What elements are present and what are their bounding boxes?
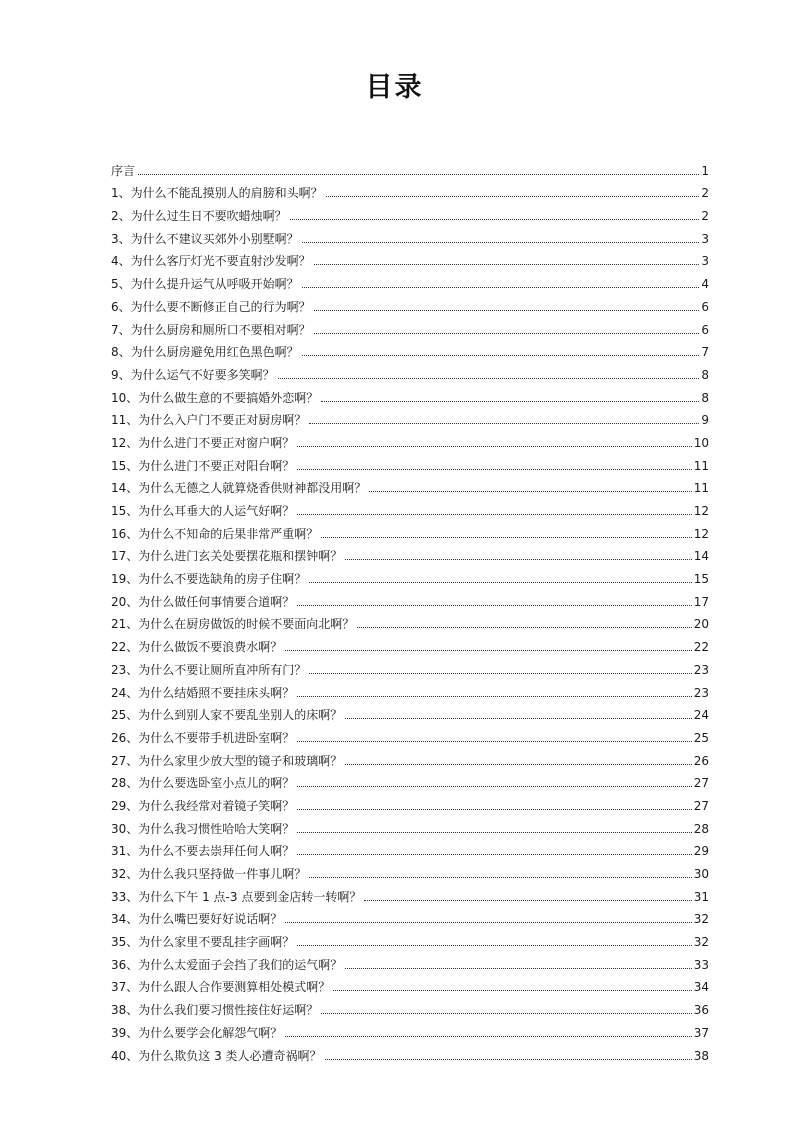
toc-dot-leader [297, 945, 691, 946]
toc-entry-title: 20、为什么做任何事情要合道啊？ [111, 594, 295, 609]
toc-entry[interactable] [111, 201, 709, 224]
toc-entry-title: 序言 [111, 163, 136, 178]
toc-entry-title: 2、为什么过生日不要吹蜡烛啊？ [111, 209, 287, 224]
toc-entry-title: 12、为什么进门不要正对窗户啊？ [111, 435, 295, 450]
toc-page-number: 14 [693, 549, 709, 564]
toc-dot-leader [309, 673, 691, 674]
toc-entry[interactable] [111, 519, 709, 542]
toc-dot-leader [297, 809, 691, 810]
toc-entry-title: 4、为什么客厅灯光不要直射沙发啊？ [111, 254, 311, 269]
toc-page-number: 8 [701, 367, 709, 382]
toc-entry-title: 19、为什么不要选缺角的房子住啊？ [111, 572, 307, 587]
toc-entry-title: 16、为什么不知命的后果非常严重啊？ [111, 526, 319, 541]
toc-dot-leader [138, 174, 699, 175]
toc-entry[interactable] [111, 814, 709, 837]
toc-entry-title: 17、为什么进门玄关处要摆花瓶和摆钟啊？ [111, 549, 343, 564]
toc-page-number: 37 [693, 1025, 709, 1040]
toc-dot-leader [302, 355, 700, 356]
toc-page-number: 3 [701, 254, 709, 269]
toc-dot-leader [309, 423, 699, 424]
toc-entry[interactable] [111, 1018, 709, 1041]
toc-entry[interactable] [111, 769, 709, 792]
toc-page-number: 33 [693, 957, 709, 972]
toc-page-number: 12 [693, 526, 709, 541]
toc-entry[interactable] [111, 746, 709, 769]
toc-dot-leader [290, 219, 700, 220]
toc-page-number: 7 [701, 345, 709, 360]
toc-entry[interactable] [111, 542, 709, 565]
toc-entry[interactable] [111, 905, 709, 928]
toc-entry-title: 39、为什么要学会化解怨气啊？ [111, 1025, 283, 1040]
toc-page-number: 22 [693, 640, 709, 655]
toc-dot-leader [325, 1059, 692, 1060]
toc-dot-leader [285, 1036, 691, 1037]
toc-entry-title: 14、为什么无德之人就算烧香供财神都没用啊？ [111, 481, 367, 496]
toc-entry-title: 23、为什么不要让厕所直冲所有门？ [111, 662, 307, 677]
toc-page-number: 26 [693, 753, 709, 768]
toc-entry-title: 24、为什么结婚照不要挂床头啊？ [111, 685, 295, 700]
toc-entry[interactable] [111, 927, 709, 950]
toc-page-number: 6 [701, 322, 709, 337]
toc-dot-leader [297, 446, 691, 447]
toc-page-number: 20 [693, 617, 709, 632]
toc-page-number: 3 [701, 231, 709, 246]
toc-dot-leader [345, 968, 691, 969]
toc-entry[interactable] [111, 474, 709, 497]
toc-page-number: 36 [693, 1003, 709, 1018]
toc-entry-title: 6、为什么要不断修正自己的行为啊？ [111, 299, 311, 314]
toc-entry[interactable] [111, 247, 709, 270]
toc-entry[interactable] [111, 723, 709, 746]
toc-page-number: 2 [701, 186, 709, 201]
toc-entry-title: 27、为什么家里少放大型的镜子和玻璃啊？ [111, 753, 343, 768]
toc-entry-title: 40、为什么欺负这 3 类人必遭奇祸啊？ [111, 1048, 322, 1063]
toc-entry[interactable] [111, 360, 709, 383]
toc-entry-title: 29、为什么我经常对着镜子笑啊？ [111, 798, 295, 813]
toc-entry[interactable] [111, 837, 709, 860]
toc-dot-leader [333, 990, 691, 991]
toc-page-number: 11 [693, 481, 709, 496]
toc-entry[interactable] [111, 655, 709, 678]
toc-dot-leader [345, 718, 691, 719]
toc-entry-title: 35、为什么家里不要乱挂字画啊？ [111, 935, 295, 950]
toc-page-number: 10 [693, 435, 709, 450]
toc-page-number: 15 [693, 572, 709, 587]
toc-entry[interactable] [111, 428, 709, 451]
toc-entry[interactable] [111, 179, 709, 202]
toc-page-number: 32 [693, 912, 709, 927]
toc-page-number: 27 [693, 776, 709, 791]
toc-dot-leader [314, 264, 700, 265]
toc-dot-leader [345, 764, 691, 765]
toc-entry[interactable] [111, 224, 709, 247]
toc-entry-title: 3、为什么不建议买郊外小别墅啊？ [111, 231, 299, 246]
toc-entry-title: 28、为什么要选卧室小点儿的啊？ [111, 776, 295, 791]
toc-dot-leader [364, 900, 691, 901]
toc-dot-leader [321, 1013, 691, 1014]
toc-page-number: 28 [693, 821, 709, 836]
toc-page-number: 24 [693, 708, 709, 723]
toc-entry-title: 1、为什么不能乱摸别人的肩膀和头啊？ [111, 186, 323, 201]
table-of-contents [111, 156, 709, 1064]
toc-entry-title: 37、为什么跟人合作要测算相处模式啊？ [111, 980, 331, 995]
toc-page-number: 23 [693, 685, 709, 700]
toc-page-number: 23 [693, 662, 709, 677]
toc-dot-leader [314, 310, 700, 311]
toc-page-number: 4 [701, 277, 709, 292]
toc-entry[interactable] [111, 995, 709, 1018]
toc-entry[interactable] [111, 1041, 709, 1064]
toc-entry-title: 38、为什么我们要习惯性接住好运啊？ [111, 1003, 319, 1018]
toc-entry-title: 7、为什么厨房和厕所口不要相对啊？ [111, 322, 311, 337]
toc-entry[interactable] [111, 292, 709, 315]
toc-dot-leader [297, 514, 691, 515]
toc-dot-leader [302, 287, 700, 288]
toc-dot-leader [345, 559, 691, 560]
toc-entry[interactable] [111, 156, 709, 179]
toc-dot-leader [297, 854, 691, 855]
toc-page-number: 38 [693, 1048, 709, 1063]
toc-entry-title: 32、为什么我只坚持做一件事儿啊？ [111, 867, 307, 881]
toc-entry-title: 22、为什么做饭不要浪费水啊？ [111, 640, 283, 655]
toc-entry[interactable] [111, 315, 709, 338]
toc-entry-title: 25、为什么到别人家不要乱坐别人的床啊？ [111, 708, 343, 723]
toc-dot-leader [309, 877, 691, 878]
toc-dot-leader [357, 627, 691, 628]
toc-entry-title: 10、为什么做生意的不要搞婚外恋啊？ [111, 390, 319, 405]
toc-dot-leader [297, 741, 691, 742]
toc-entry[interactable] [111, 950, 709, 973]
toc-page-number: 9 [701, 413, 709, 428]
toc-dot-leader [369, 491, 691, 492]
toc-page-number: 30 [693, 867, 709, 881]
toc-dot-leader [321, 401, 699, 402]
toc-page-number: 8 [701, 390, 709, 405]
toc-entry[interactable] [111, 701, 709, 724]
toc-page-number: 27 [693, 798, 709, 813]
toc-entry-title: 26、为什么不要带手机进卧室啊？ [111, 730, 295, 745]
toc-page-number: 12 [693, 504, 709, 518]
toc-page-number: 11 [693, 458, 709, 473]
toc-page-number: 17 [693, 594, 709, 609]
toc-entry[interactable] [111, 564, 709, 587]
toc-page-number: 29 [693, 844, 709, 859]
toc-page-number: 31 [693, 889, 709, 904]
toc-dot-leader [297, 696, 691, 697]
toc-entry-title: 21、为什么在厨房做饭的时候不要面向北啊？ [111, 617, 355, 632]
toc-entry-title: 15、为什么进门不要正对阳台啊？ [111, 458, 295, 473]
toc-dot-leader [278, 378, 700, 379]
toc-entry[interactable] [111, 406, 709, 429]
toc-dot-leader [297, 786, 691, 787]
toc-dot-leader [314, 333, 700, 334]
toc-title: 目录 [365, 72, 424, 103]
toc-dot-leader [309, 582, 691, 583]
toc-dot-leader [326, 196, 700, 197]
toc-page-number: 32 [693, 935, 709, 950]
toc-entry[interactable] [111, 587, 709, 610]
toc-dot-leader [297, 832, 691, 833]
toc-entry-title: 34、为什么嘴巴要好好说话啊？ [111, 912, 283, 927]
toc-entry-title: 33、为什么下午 1 点-3 点要到金店转一转啊？ [111, 889, 362, 904]
toc-entry[interactable] [111, 451, 709, 474]
toc-entry[interactable] [111, 973, 709, 996]
toc-entry[interactable] [111, 610, 709, 633]
toc-entry-title: 30、为什么我习惯性哈哈大笑啊？ [111, 821, 295, 836]
toc-entry-title: 5、为什么提升运气从呼吸开始啊？ [111, 277, 299, 292]
toc-entry[interactable] [111, 859, 709, 882]
toc-entry[interactable] [111, 632, 709, 655]
toc-page-number: 1 [701, 163, 709, 178]
toc-entry[interactable] [111, 791, 709, 814]
toc-page-number: 6 [701, 299, 709, 314]
toc-entry[interactable] [111, 269, 709, 292]
toc-entry-title: 9、为什么运气不好要多笑啊？ [111, 367, 275, 382]
toc-dot-leader [297, 469, 691, 470]
toc-entry-title: 31、为什么不要去崇拜任何人啊？ [111, 844, 295, 859]
toc-page-number: 34 [693, 980, 709, 995]
toc-entry[interactable] [111, 882, 709, 905]
toc-entry-title: 11、为什么入户门不要正对厨房啊？ [111, 413, 307, 428]
toc-dot-leader [285, 922, 691, 923]
toc-dot-leader [297, 605, 691, 606]
toc-page-number: 2 [701, 209, 709, 224]
toc-dot-leader [302, 242, 700, 243]
toc-entry-title: 36、为什么太爱面子会挡了我们的运气啊？ [111, 957, 343, 972]
toc-entry[interactable] [111, 678, 709, 701]
toc-entry-title: 8、为什么厨房避免用红色黑色啊？ [111, 345, 299, 360]
toc-page-number: 25 [693, 730, 709, 745]
toc-entry[interactable] [111, 496, 709, 519]
toc-entry[interactable] [111, 383, 709, 406]
toc-entry-title: 15、为什么耳垂大的人运气好啊？ [111, 504, 295, 518]
toc-dot-leader [321, 537, 691, 538]
toc-entry[interactable] [111, 338, 709, 361]
toc-dot-leader [285, 650, 691, 651]
